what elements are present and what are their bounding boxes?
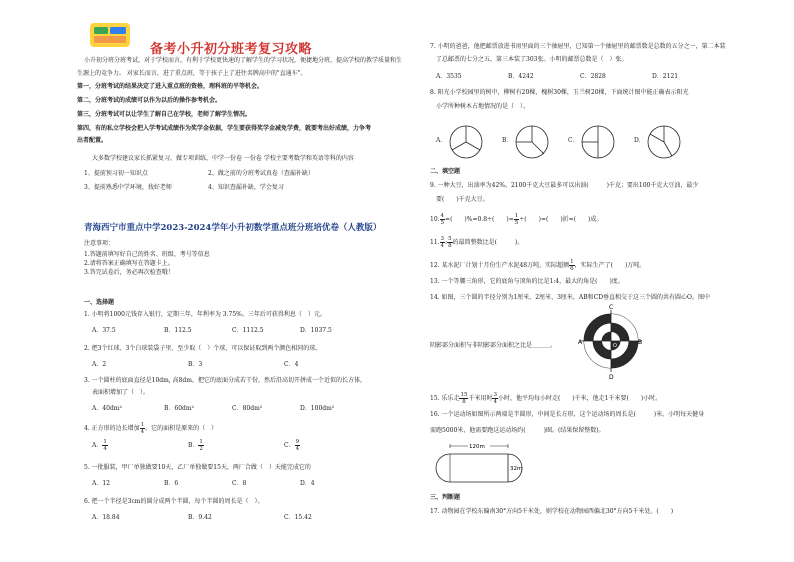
exam-title: 青海西宁市重点中学2023-2024学年小升初数学重点班分班培优卷（人教版） [84,223,382,233]
notice-1: 1.答题前填写好自己的姓名、班级、考号等信息 [84,251,210,258]
label-d: D [609,374,614,380]
q1-text: 1. 小明将1000元钱存入银行，定期三年，年利率为 3.75%。三年后可获得利息（ ）元。 [84,311,326,318]
q3-opt-d[interactable]: D．100dm² [300,405,335,412]
pie-option-b[interactable] [514,124,550,160]
notice-3: 3.答完试卷后，务必再次检查哦！ [84,269,174,276]
q11-text: 11. $\frac{3}{4}$ : $\frac{5}{8}$ 的最简整数比是( )。 [430,236,524,249]
track-length-label: 120m [469,444,485,450]
q2-opt-b[interactable]: B．3 [188,361,203,368]
q10-text: 10. $\frac{4}{5}$ =( )%=0.8÷( )= $\frac{1}{5}$ ÷( )=( )折=( )成。 [430,213,603,226]
intro-para2: 大多数学校建议家长抓紧复习，做专项训练，中学一份卷 一份卷 学校主要考数学和英语等科的内容 [92,155,354,162]
q17-text: 17. 动物园在学校东偏南30°方向5千米处，则学校在动物园西偏北30°方向5千米处。( ) [430,508,674,515]
q3-text-2: 表面积增加了（ ）。 [92,389,150,396]
q2-opt-a[interactable]: A．2 [92,361,107,368]
q2-text: 2. 把3个红球、3个白球装袋子里，至少取（ ）个球，可以保证取到两个颜色相同的球。 [84,345,322,352]
page-title: 备考小升初分班考复习攻略 [150,42,313,57]
q8-opt-b[interactable]: B． [502,137,513,144]
q3-opt-b[interactable]: B．60dm² [164,405,194,412]
section-fill: 二、填空题 [430,168,461,175]
q1-opt-a[interactable]: A．37.5 [92,327,116,334]
tip-4: 4、知识查漏补缺，学会复习 [208,184,284,191]
q7-opt-d[interactable]: D．2121 [652,73,679,80]
tip-3: 3、提前熟悉中学环境，找好老师 [84,184,172,191]
q14-text-1: 14. 如图，三个圆的半径分别为1厘米、2厘米、3厘米，AB和CD垂直相交于这三个圆的共有圆心O。图中 [430,294,710,301]
q5-opt-b[interactable]: B．6 [164,480,179,487]
q15-text: 15. 乐乐走 $\frac{15}{8}$ 千米用时 $\frac{3}{4}$ 小时，他平均每小时走( )千米，他走1千米要( )小时。 [430,392,662,405]
q7-text-1: 7. 小明的爸爸，他把邮票放进书房里面的三个抽屉里，已知第一个抽屉里的邮票数是总数的五分之一，第二本装 [430,43,726,50]
q9-text-1: 9. 一种大豆，出油率为42%。2100千克大豆最多可以出油( )千克；要出100千克大豆油，最少 [430,182,699,189]
q3-opt-a[interactable]: A．40dm² [92,405,122,412]
intro-line-4: 第二，分班考试的成绩可以作为以后的操作参考机会。 [77,97,222,104]
fraction: $\frac{1}{4}$ [140,422,145,435]
q7-opt-a[interactable]: A．3535 [436,73,462,80]
q4-opt-a[interactable]: A． $\frac{1}{4}$ [92,439,107,452]
label-o: O [613,343,617,349]
q8-opt-d[interactable]: D． [634,137,645,144]
intro-line-2: 生源上的竞争力。 对家长而言，进了重点班，等于孩子上了进往名牌高中的"直通车"。 [77,70,307,77]
concentric-circles-figure [578,302,644,380]
label-b: B [638,339,643,346]
q8-text-1: 8. 阳光小学校园里的树中，柳树有20棵，槐树30棵，玉兰树20棵，下面统计图中能正确表示阳光 [430,89,689,96]
q8-opt-c[interactable]: C． [568,137,579,144]
q6-opt-a[interactable]: A．18.84 [92,514,120,521]
section-choice: 一、选择题 [84,299,115,306]
q1-opt-c[interactable]: C．1112.5 [232,327,264,334]
brand-logo [88,20,134,50]
q1-opt-b[interactable]: B．112.5 [164,327,192,334]
notice-2: 2.请将答案正确填写在答题卡上。 [84,260,174,267]
q12-text: 12. 某水泥厂计划十月份生产水泥48万吨，实际超额 $\frac{1}{6}$ ，实际生产了( )万吨。 [430,259,646,272]
section-judge: 三、判断题 [430,494,461,501]
pie-option-c[interactable] [580,124,616,160]
q14-text-2: 阴影部分面积与非阴影部分面积之比是＿＿＿。 [430,342,557,349]
q7-opt-c[interactable]: C．2828 [580,73,606,80]
q8-text-2: 小学所种树木占地情况的是（ ）。 [436,103,530,110]
pie-option-d[interactable] [646,124,682,160]
intro-line-1: 小升初分班分班考试，对于学校而言，有利于学校更快速的了解学生的学习状况，便捷地分班，提高学校的教学质量和生 [84,57,403,64]
q6-opt-c[interactable]: C．15.42 [284,514,312,521]
q6-text: 6. 把一个半径是3cm的圆分成两个半圆，每个半圆的周长是（ ）。 [84,498,264,505]
q8-opt-a[interactable]: A． [436,137,447,144]
intro-line-3: 第一，分班考试的结果决定了进入重点班的资格，理科班的平等机会。 [77,83,264,90]
q3-text-1: 3. 一个圆柱的底面直径是10dm, 高8dm，把它的底面分成若干份，然后沿高切开拼成一个近似的长方体， [84,377,366,384]
q2-opt-c[interactable]: C．4 [284,361,299,368]
label-c: C [609,304,614,311]
q1-opt-d[interactable]: D．1037.5 [300,327,332,334]
intro-line-5: 第三，分班考试可以让学生了解自己在学校，老师了解学生情况。 [77,111,252,118]
notice-heading: 注意事项： [84,240,115,247]
q13-text: 13. 一个等腰三角形，它的底角与顶角的比是1:4，最大的角是( )度。 [430,278,624,285]
q16-text-1: 16. 一个运动场如图所示两端是半圆形，中间是长方形，这个运动场的周长是( )米。小明每天健身 [430,411,705,418]
q6-opt-b[interactable]: B．9.42 [188,514,212,521]
q9-text-2: 要( )千克大豆。 [436,196,489,203]
tip-1: 1、提前预习初一知识点 [84,170,148,177]
q3-opt-c[interactable]: C．80dm² [232,405,263,412]
track-width-label: 32m [510,466,523,472]
q5-opt-d[interactable]: D．4 [300,480,315,487]
tip-2: 2、做之前的分班考试真卷（查漏补缺） [208,170,314,177]
q7-opt-b[interactable]: B．4242 [508,73,534,80]
intro-line-7: 出者配置。 [77,137,108,144]
q5-opt-a[interactable]: A．12 [92,480,110,487]
q5-opt-c[interactable]: C．8 [232,480,247,487]
q7-text-2: 了总邮票的七分之五，第三本装了303张。小明的邮票总数是（ ）张。 [436,56,628,63]
running-track-figure [430,442,540,486]
q4-opt-c[interactable]: C． $\frac{9}{4}$ [284,439,300,452]
label-a: A [578,339,583,346]
pie-option-a[interactable] [448,124,484,160]
q5-text: 5. 一批服装，甲厂单独做要10天，乙厂单独做要15天，两厂合做（ ）天能完成它的 [84,464,311,471]
q4-text: 4. 正方形的边长增加 $\frac{1}{4}$ ，它的面积是原来的（ ） [84,422,218,435]
q4-opt-b[interactable]: B． $\frac{1}{2}$ [188,439,203,452]
intro-line-6: 第四，有的私立学校会把入学考试成绩作为奖学金依据，学生要获得奖学金减免学费，就要考出好成绩，力争考 [77,125,372,132]
right-page [418,0,794,562]
q16-text-2: 需跑5000米，他需要跑这运动场约( )圈。(结果保留整数)。 [430,427,605,434]
